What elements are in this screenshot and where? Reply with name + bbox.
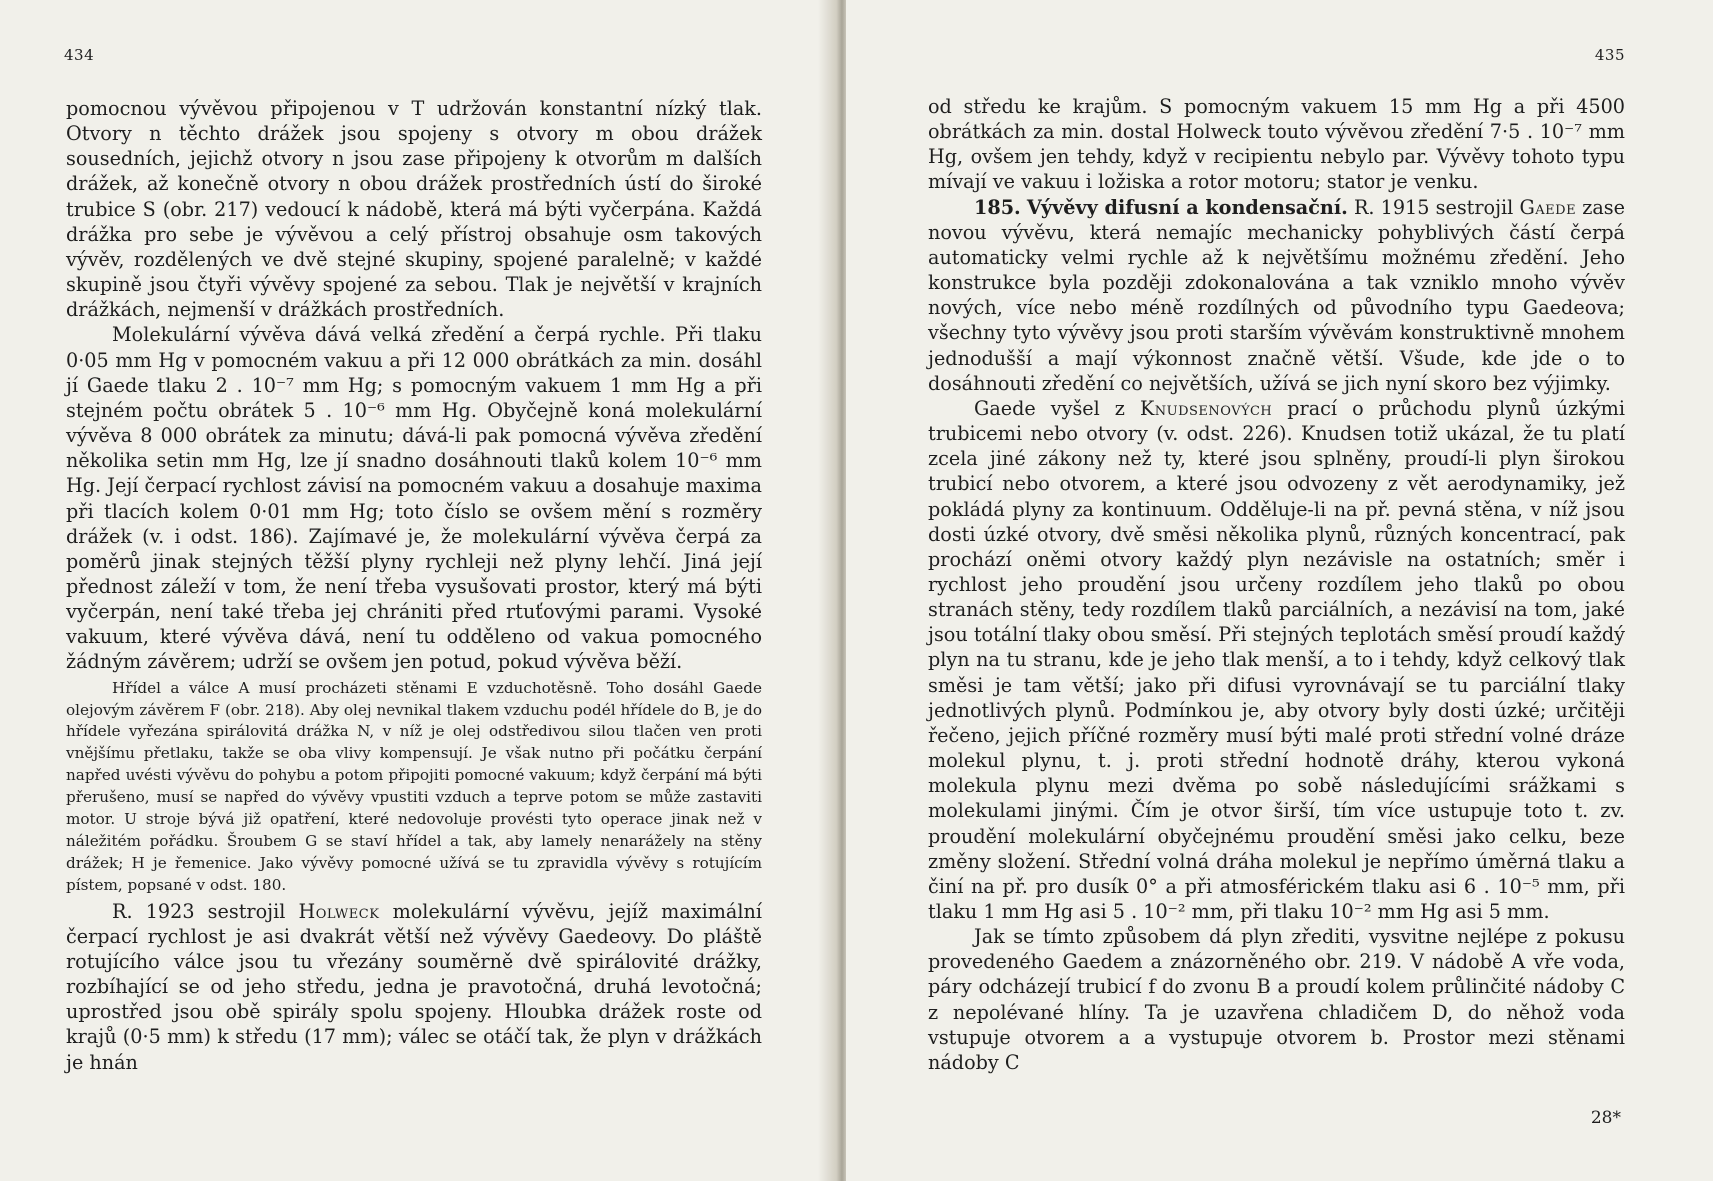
section-number: 185. [974,195,1021,219]
section-185-paragraph [928,195,1625,396]
right-p3-text-b: prací o průchodu plynů úzkými trubicemi nebo otvory (v. odst. 226). Knudsen totiž ukázal, že tu platí zcela jiné zákony než ty, které jsou splněny, proudí-li plyn širokou trubicí nebo otvorem, a které jsou odvozeny z vět aerodynamiky, jež pokládá plyny za kontinuum. Odděluje-li na př. pevná stěna, v níž jsou dosti úzké otvory, dvě směsi několika plynů, různých koncentrací, pak prochází oněmi otvory každý plyn nezávisle na ostatních; směr i rychlost jeho proudění jsou určeny rozdílem jeho tlaků po obou stranách stěny, tedy rozdílem tlaků parciálních, a nezávisí na tom, jaké jsou totální tlaky obou směsí. Při stejných teplotách směsí proudí každý plyn na tu stranu, kde je jeho tlak menší, a to i tehdy, když celkový tlak směsi je tam větší; jako při difusi vyrovnávají se tu parciální tlaky jednotlivých plynů. Podmínkou je, aby otvory byly dosti úzké; určitěji řečeno, jejich příčné rozměry musí býti malé proti střední volné dráze molekul plynu, t. j. proti střední hodnotě dráhy, kterou vykoná molekula plynu mezi dvěma po sobě následujícími srážkami s molekulami jinými. Čím je otvor širší, tím více ustupuje toto t. zv. proudění molekulární obyčejnému proudění směsi jako celku, beze změny složení. Střední volná dráha molekul je nepřímo úměrná tlaku a činí na př. pro dusík 0° a při atmosférickém tlaku asi 6 . 10⁻⁵ mm, při tlaku 1 mm Hg asi 5 . 10⁻² mm, při tlaku 10⁻² mm Hg asi 5 mm. [928,396,1626,923]
author-name-holweck: Holweck [298,899,380,923]
left-page-body [66,96,762,1075]
right-paragraph-1: od středu ke krajům. S pomocným vakuem 15 mm Hg a při 4500 obrátkách za min. dostal Holweck touto vývěvou zředění 7·5 . 10⁻⁷ mm Hg, ovšem jen tehdy, když v recipientu nebylo par. Vývěvy tohoto typu mívají ve vakuu i ložiska a rotor motoru; stator je venku. [928,95,1625,194]
section-title: Vývěvy difusní a kondensační. [1026,195,1348,219]
right-paragraph-4: Jak se tímto způsobem dá plyn zřediti, vysvitne nejlépe z pokusu provedeného Gaedem a znázorněného obr. 219. V nádobě A vře voda, páry odcházejí trubicí f do zvonu B a proudí kolem průlinčité nádoby C z nepolévané hlíny. Ta je uzavřena chladičem D, do něhož voda vstupuje otvorem a a vystupuje otvorem b. Prostor mezi stěnami nádoby C [928,925,1625,1074]
author-name-gaede: Gaede [1519,195,1577,219]
printer-signature: 28* [1590,1108,1621,1128]
left-paragraph-2: Molekulární vývěva dává velká zředění a čerpá rychle. Při tlaku 0·05 mm Hg v pomocném vakuu a při 12 000 obrátkách za min. dosáhl jí Gaede tlaku 2 . 10⁻⁷ mm Hg; s pomocným vakuem 1 mm Hg a při stejném počtu obrátek 5 . 10⁻⁶ mm Hg. Obyčejně koná molekulární vývěva 8 000 obrátek za minutu; dává-li pak pomocná vývěva zředění několika setin mm Hg, lze jí snadno dosáhnouti tlaků kolem 10⁻⁶ mm Hg. Její čerpací rychlost závisí na pomocném vakuu a dosahuje maxima při tlacích kolem 0·01 mm Hg; toto číslo se ovšem mění s rozměry drážek (v. i odst. 186). Zajímavé je, že molekulární vývěva čerpá za poměrů jinak stejných těžší plyny rychleji než plyny lehčí. Jiná její přednost záleží v tom, že není třeba vysušovati prostor, který má býti vyčerpán, není také třeba jej chrániti před rtuťovými parami. Vysoké vakuum, které vývěva dává, není tu odděleno od vakua pomocného žádným závěrem; udrží se ovšem jen potud, pokud vývěva běží. [66,323,762,674]
right-page [846,0,1713,1181]
page-number-left: 434 [64,46,95,64]
left-page [0,0,842,1181]
p3-text-b: molekulární vývěvu, jejíž maximální čerpací rychlost je asi dvakrát větší než vývěvy Gaedeovy. Do pláště rotujícího válce jsou tu vřezány souměrně dvě spirálovité drážky, rozbíhající se od jeho středu, jedna je pravotočná, druhá levotočná; uprostřed jsou obě spirály spolu spojeny. Hloubka drážek roste od krajů (0·5 mm) k středu (17 mm); válec se otáčí tak, že plyn v drážkách je hnán [66,899,762,1074]
page-number-right: 435 [1594,46,1625,64]
left-footnote: Hřídel a válce A musí procházeti stěnami E vzduchotěsně. Toho dosáhl Gaede olejovým závěrem F (obr. 218). Aby olej nevnikal tlakem vzduchu podél hřídele do B, je do hřídele vyřezána spirálovitá drážka N, v níž je olej odstředivou silou tlačen ven proti vnějšímu přetlaku, takže se oba vlivy kompensují. Je však nutno při počátku čerpání napřed uvésti vývěvu do pohybu a potom připojiti pomocné vakuum; když čerpání má býti přerušeno, musí se napřed do vývěvy vpustiti vzduch a teprve potom se může zastaviti motor. U stroje bývá již opatření, které nedovoluje provésti tyto operace jinak než v náležitém pořádku. Šroubem G se staví hřídel a tak, aby lamely nenarážely na stěny drážek; H je řemenice. Jako vývěvy pomocné užívá se tu zpravidla vývěvy s rotujícím pístem, popsané v odst. 180. [66,678,762,894]
section-text-a: R. 1915 sestrojil [1347,195,1520,219]
left-paragraph-3 [66,899,762,1075]
left-paragraph-1: pomocnou vývěvou připojenou v T udržován konstantní nízký tlak. Otvory n těchto drážek jsou spojeny s otvory m obou drážek sousedních, jejichž otvory n jsou zase připojeny k otvorům m dalších drážek, až konečně otvory n obou drážek prostředních ústí do široké trubice S (obr. 217) vedoucí k nádobě, která má býti vyčerpána. Každá drážka pro sebe je vývěvou a celý přístroj obsahuje osm takových vývěv, rozdělených ve dvě stejné skupiny, spojené paralelně; v každé skupině jsou čtyři vývěvy spojené za sebou. Tlak je největší v krajních drážkách, nejmenší v drážkách prostředních. [66,97,762,322]
right-paragraph-3 [928,396,1625,924]
p3-text-a: R. 1923 sestrojil [112,899,299,923]
author-name-knudsen: Knudsenových [1139,396,1273,420]
right-p3-text-a: Gaede vyšel z [974,396,1140,420]
right-page-body [928,94,1625,1075]
section-text-b: zase novou vývěvu, která nemajíc mechanicky pohyblivých částí čerpá automaticky velmi rychle až k největšímu možnému zředění. Jeho konstrukce byla později zdokonalována a tak vzniklo mnoho vývěv nových, více nebo méně rozdílných od původního typu Gaedeova; všechny tyto vývěvy jsou proti starším vývěvám konstruktivně mnohem jednodušší a mají výkonnost značně větší. Všude, kde jde o to dosáhnouti zředění co největších, užívá se jich nyní skoro bez výjimky. [928,195,1625,395]
